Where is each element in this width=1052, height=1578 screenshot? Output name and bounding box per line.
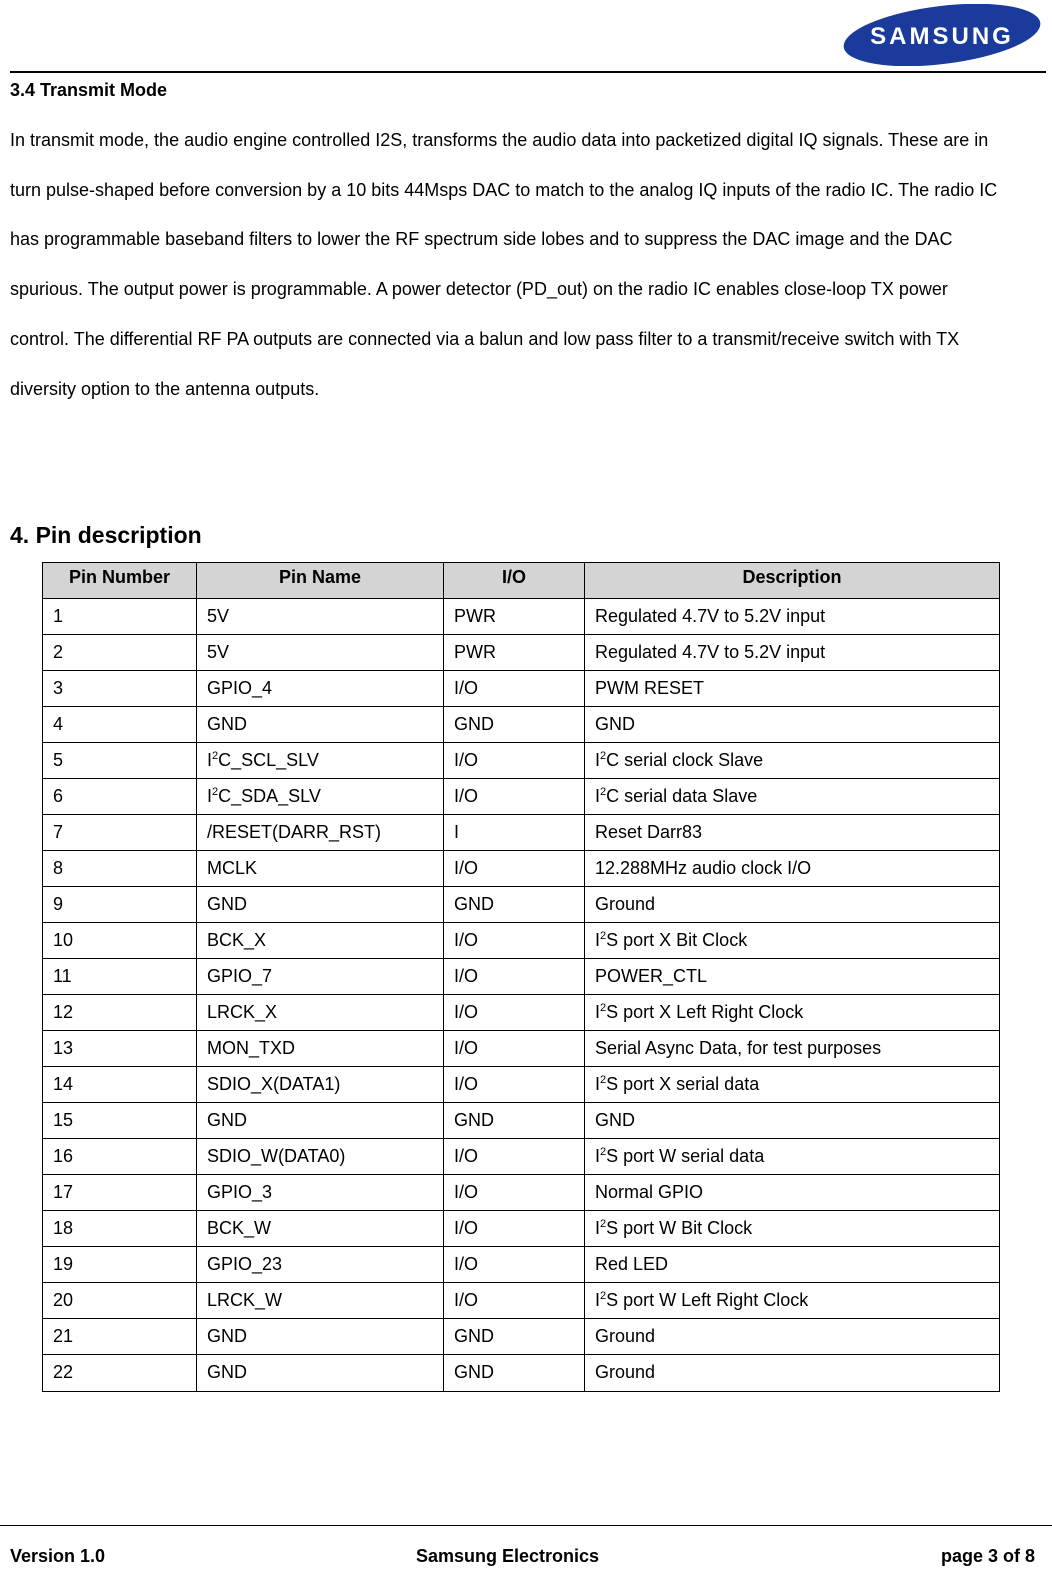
table-row	[43, 1319, 1000, 1355]
table-row	[43, 599, 1000, 635]
logo-text: SAMSUNG	[870, 23, 1014, 50]
pin-name: GND	[197, 1103, 444, 1139]
table-row	[43, 1031, 1000, 1067]
pin-name: GND	[197, 887, 444, 923]
pin-io: I/O	[444, 1031, 585, 1067]
col-header-pin-number: Pin Number	[43, 563, 197, 599]
pin-name: 5V	[197, 635, 444, 671]
pin-io: I/O	[444, 1175, 585, 1211]
footer-company: Samsung Electronics	[416, 1546, 600, 1566]
pin-name: MON_TXD	[197, 1031, 444, 1067]
pin-name: SDIO_X(DATA1)	[197, 1067, 444, 1103]
pin-io: I/O	[444, 959, 585, 995]
pin-number: 9	[43, 887, 197, 923]
pin-number: 2	[43, 635, 197, 671]
pin-name: GPIO_4	[197, 671, 444, 707]
pin-name: SDIO_W(DATA0)	[197, 1139, 444, 1175]
pin-description: Ground	[585, 1319, 1000, 1355]
pin-name: GPIO_7	[197, 959, 444, 995]
pin-description: GND	[585, 1103, 1000, 1139]
table-header-row	[43, 563, 1000, 599]
table-row	[43, 959, 1000, 995]
pin-name: GPIO_23	[197, 1247, 444, 1283]
pin-number: 8	[43, 851, 197, 887]
pin-description: Red LED	[585, 1247, 1000, 1283]
pin-number: 6	[43, 779, 197, 815]
pin-description: $I^2S$ port X Left Right Clock	[585, 995, 1000, 1031]
pin-io: PWR	[444, 599, 585, 635]
pin-name: 5V	[197, 599, 444, 635]
transmit-mode-paragraph: In transmit mode, the audio engine controlled I2S, transforms the audio data into packetized digital IQ signals. These are in turn pulse-shaped before conversion by a 10 bits 44Msps DAC to match to the analog IQ inputs of the radio IC. The radio IC has programmable baseband filters to lower the RF spectrum side lobes and to suppress the DAC image and the DAC spurious. The output power is programmable. A power detector (PD_out) on the radio IC enables close-loop TX power control. The differential RF PA outputs are connected via a balun and low pass filter to a transmit/receive switch with TX diversity option to the antenna outputs.	[10, 130, 998, 399]
table-row	[43, 779, 1000, 815]
table-row	[43, 1283, 1000, 1319]
pin-io: I/O	[444, 743, 585, 779]
pin-number: 1	[43, 599, 197, 635]
table-row	[43, 671, 1000, 707]
pin-description: Serial Async Data, for test purposes	[585, 1031, 1000, 1067]
pin-description: PWM RESET	[585, 671, 1000, 707]
pin-number: 17	[43, 1175, 197, 1211]
pin-io: I/O	[444, 779, 585, 815]
pin-io: I/O	[444, 1139, 585, 1175]
table-row	[43, 995, 1000, 1031]
footer-page-number: page 3 of 8	[940, 1546, 1035, 1566]
pin-io: GND	[444, 1355, 585, 1392]
pin-io: PWR	[444, 635, 585, 671]
pin-number: 7	[43, 815, 197, 851]
pin-description: Ground	[585, 887, 1000, 923]
samsung-logo	[842, 4, 1042, 66]
pin-name: BCK_X	[197, 923, 444, 959]
pin-number: 14	[43, 1067, 197, 1103]
pin-description: $I^2S$ port W serial data	[585, 1139, 1000, 1175]
pin-name: GPIO_3	[197, 1175, 444, 1211]
table-row	[43, 1139, 1000, 1175]
col-header-io: I/O	[444, 563, 585, 599]
col-header-pin-name: Pin Name	[197, 563, 444, 599]
pin-io: I/O	[444, 851, 585, 887]
col-header-description: Description	[585, 563, 1000, 599]
pin-number: 19	[43, 1247, 197, 1283]
pin-description: $I^2S$ port X Bit Clock	[585, 923, 1000, 959]
table-row	[43, 1211, 1000, 1247]
pin-description: Ground	[585, 1355, 1000, 1392]
header-rule	[10, 71, 1046, 73]
table-row	[43, 707, 1000, 743]
pin-name: $I^2C\_SDA\_SLV$	[197, 779, 444, 815]
pin-name: GND	[197, 1355, 444, 1392]
table-row	[43, 887, 1000, 923]
footer-version: Version 1.0	[10, 1546, 106, 1566]
pin-number: 5	[43, 743, 197, 779]
pin-io: GND	[444, 1319, 585, 1355]
pin-io: I/O	[444, 1247, 585, 1283]
pin-io: I/O	[444, 923, 585, 959]
pin-description: $I^2S$ port X serial data	[585, 1067, 1000, 1103]
pin-name: MCLK	[197, 851, 444, 887]
pin-description: $I^2C$ serial clock Slave	[585, 743, 1000, 779]
pin-description: GND	[585, 707, 1000, 743]
pin-io: I/O	[444, 1283, 585, 1319]
table-row	[43, 851, 1000, 887]
pin-number: 21	[43, 1319, 197, 1355]
table-row	[43, 923, 1000, 959]
pin-io: I/O	[444, 995, 585, 1031]
pin-name: GND	[197, 1319, 444, 1355]
pin-description: Regulated 4.7V to 5.2V input	[585, 599, 1000, 635]
footer-rule	[0, 1525, 1052, 1526]
pin-description: POWER_CTL	[585, 959, 1000, 995]
pin-description: Normal GPIO	[585, 1175, 1000, 1211]
pin-description: $I^2S$ port W Left Right Clock	[585, 1283, 1000, 1319]
pin-name: /RESET(DARR_RST)	[197, 815, 444, 851]
pin-io: I/O	[444, 671, 585, 707]
pin-number: 4	[43, 707, 197, 743]
table-row	[43, 1103, 1000, 1139]
pin-table	[42, 562, 1000, 1392]
pin-io: I/O	[444, 1211, 585, 1247]
pin-number: 20	[43, 1283, 197, 1319]
pin-description: $I^2C$ serial data Slave	[585, 779, 1000, 815]
pin-description-heading: 4. Pin description	[10, 522, 202, 548]
table-row	[43, 1247, 1000, 1283]
table-row	[43, 1355, 1000, 1392]
pin-description: Reset Darr83	[585, 815, 1000, 851]
pin-io: GND	[444, 1103, 585, 1139]
pin-io: GND	[444, 707, 585, 743]
table-row	[43, 815, 1000, 851]
pin-name: LRCK_X	[197, 995, 444, 1031]
table-row	[43, 743, 1000, 779]
pin-number: 16	[43, 1139, 197, 1175]
pin-io: GND	[444, 887, 585, 923]
section-title: 3.4 Transmit Mode	[10, 80, 168, 100]
pin-description: 12.288MHz audio clock I/O	[585, 851, 1000, 887]
pin-description: Regulated 4.7V to 5.2V input	[585, 635, 1000, 671]
pin-number: 11	[43, 959, 197, 995]
pin-number: 13	[43, 1031, 197, 1067]
table-row	[43, 635, 1000, 671]
pin-name: BCK_W	[197, 1211, 444, 1247]
pin-number: 10	[43, 923, 197, 959]
pin-description: $I^2S$ port W Bit Clock	[585, 1211, 1000, 1247]
pin-name: $I^2C\_SCL\_SLV$	[197, 743, 444, 779]
pin-name: LRCK_W	[197, 1283, 444, 1319]
table-row	[43, 1175, 1000, 1211]
table-row	[43, 1067, 1000, 1103]
pin-number: 12	[43, 995, 197, 1031]
pin-number: 15	[43, 1103, 197, 1139]
pin-name: GND	[197, 707, 444, 743]
pin-number: 3	[43, 671, 197, 707]
pin-io: I/O	[444, 1067, 585, 1103]
pin-number: 22	[43, 1355, 197, 1392]
pin-io: I	[444, 815, 585, 851]
pin-number: 18	[43, 1211, 197, 1247]
